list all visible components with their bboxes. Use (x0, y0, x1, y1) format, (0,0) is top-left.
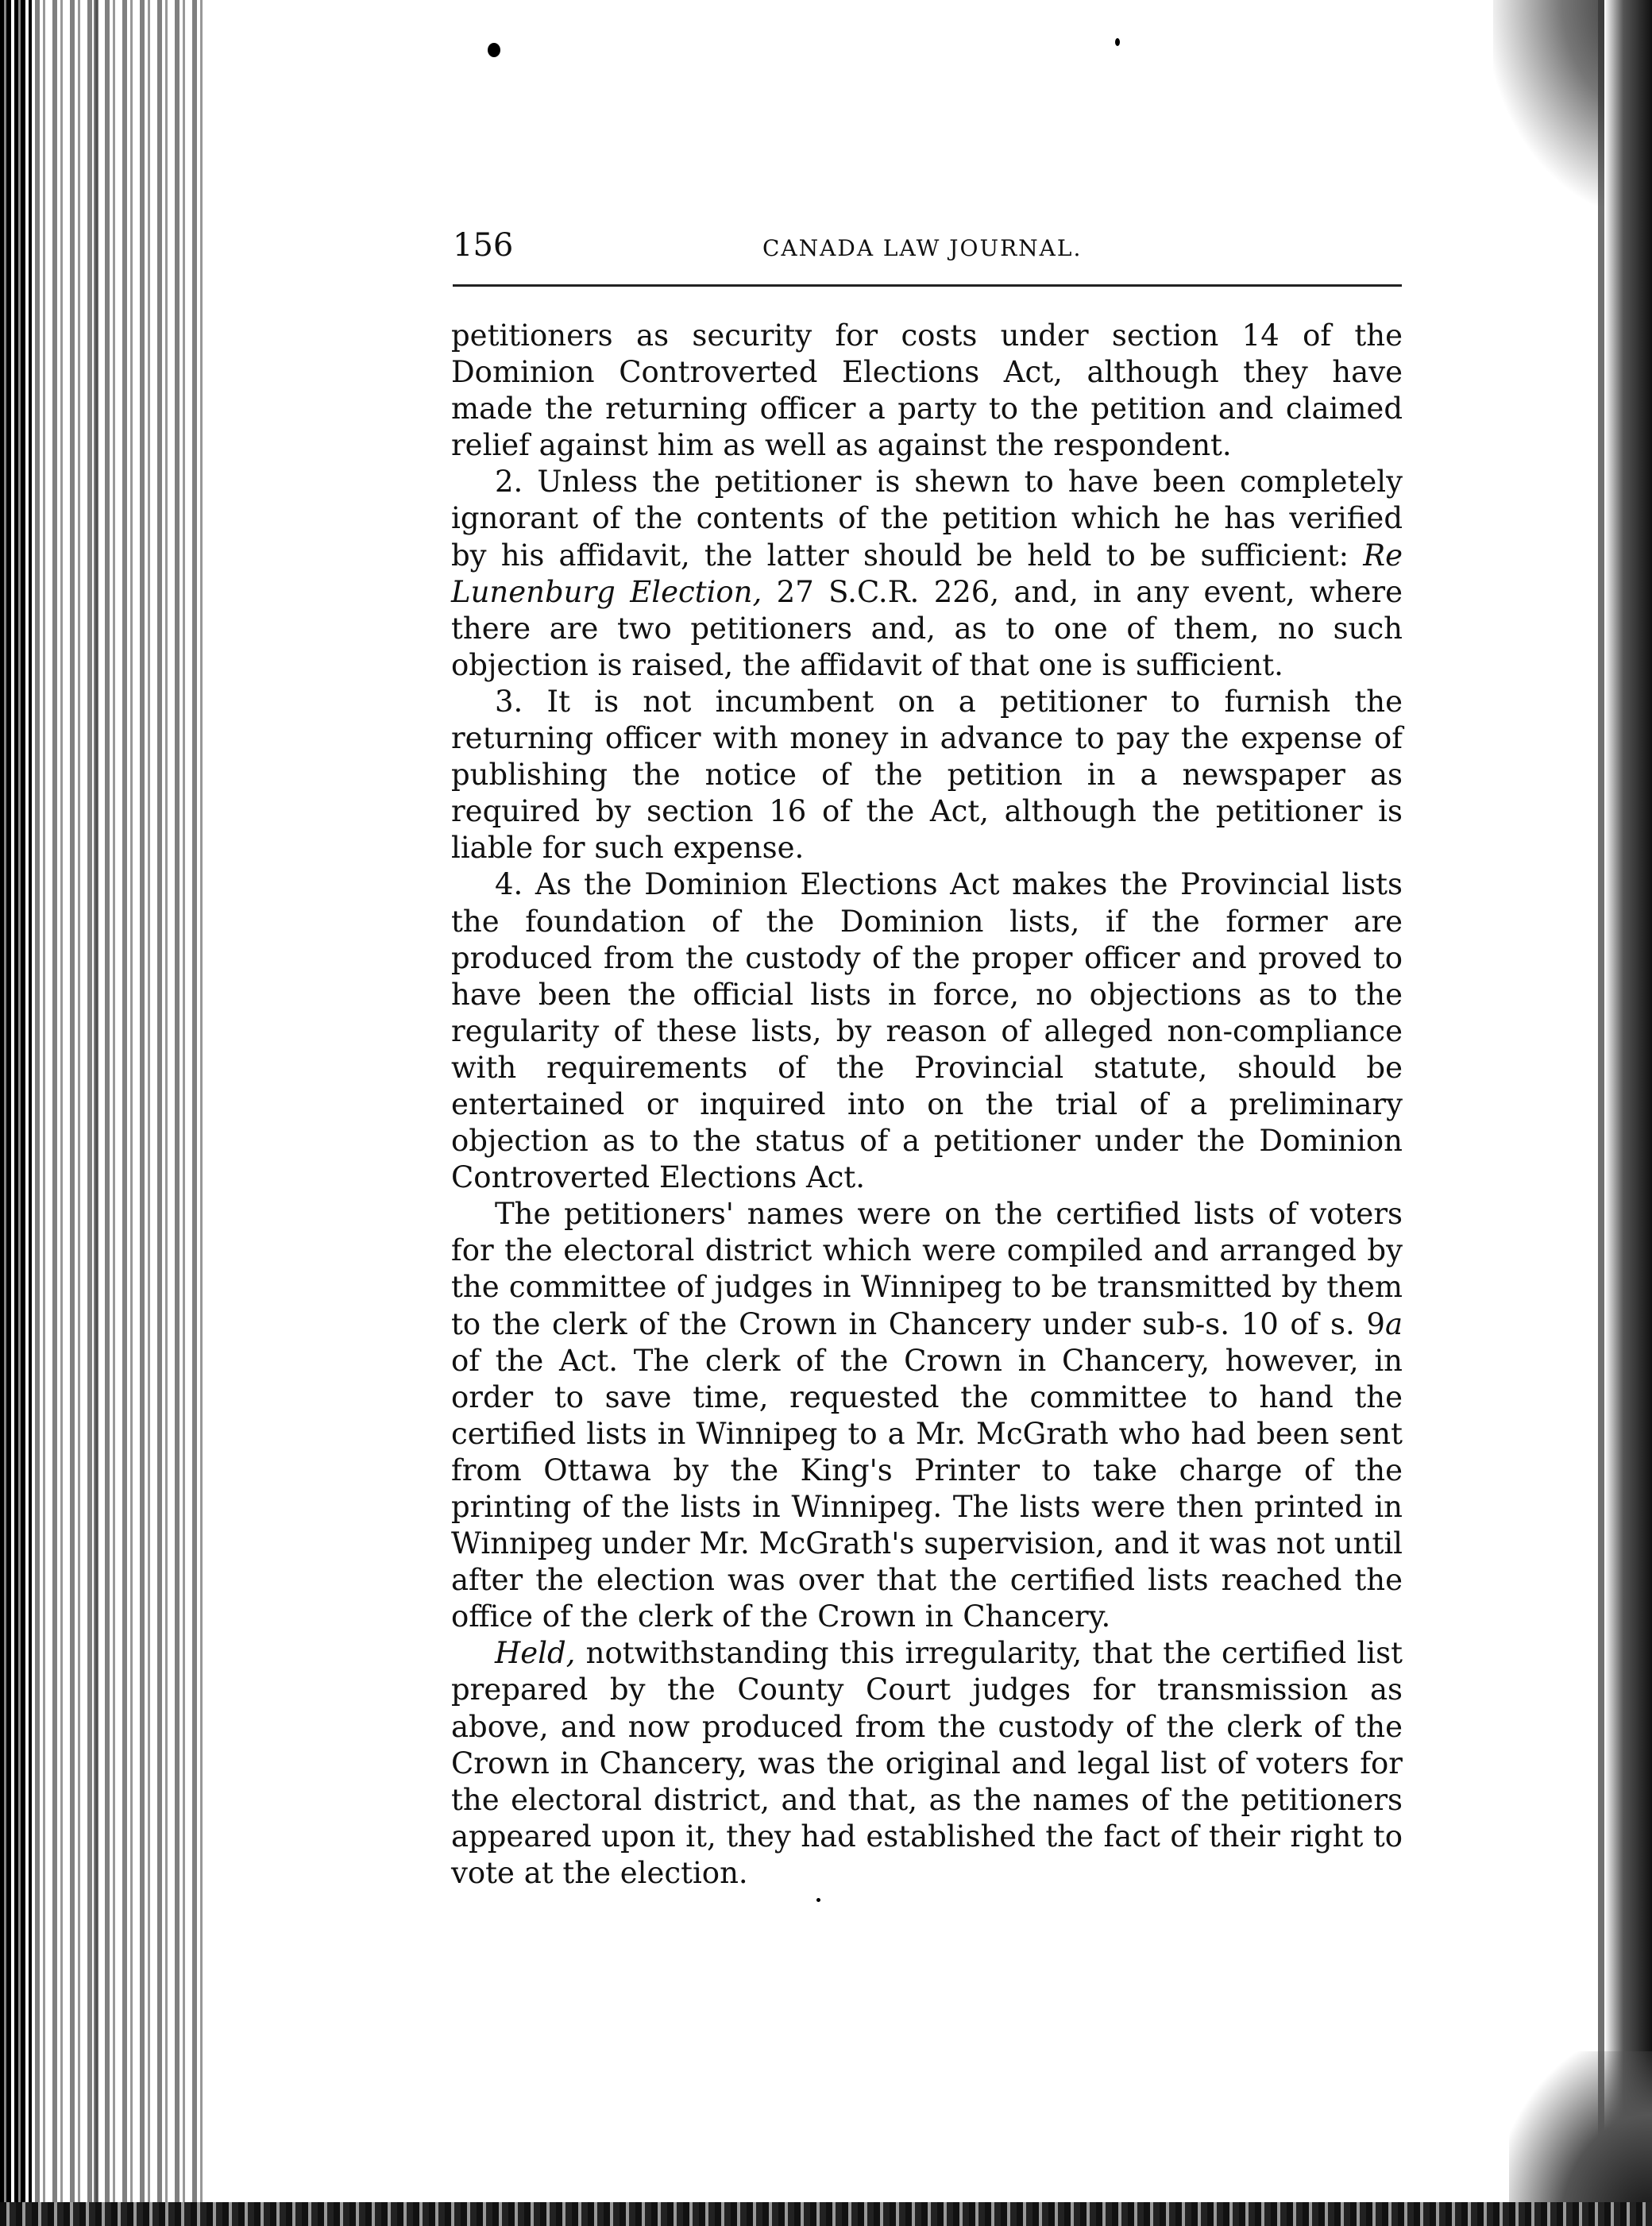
paragraph-point-3 (451, 684, 1403, 866)
header-rule (453, 284, 1402, 287)
scan-right-edge (1604, 0, 1652, 2226)
paragraph-point-4 (451, 866, 1403, 1196)
paragraph-continuation (451, 318, 1403, 464)
paragraph-facts (451, 1196, 1403, 1635)
paragraph-text: of the Act. The clerk of the Crown in Chancery, however, in order to save time, requested the committee to hand the certified lists in Winnipeg to a Mr. McGrath who had been sent from Ottawa by the King's Printer to take charge of the printing of the lists in Winnipeg. The lists were then printed in Winnipeg under Mr. McGrath's supervision, and it was not until after the election was over that the certified lists reached the office of the clerk of the Crown in Chancery. (451, 1343, 1403, 1634)
paragraph-held (451, 1635, 1403, 1892)
ink-speck (488, 43, 500, 57)
scan-bottom-right-shadow (1509, 2051, 1652, 2226)
held-label: Held, (495, 1636, 576, 1671)
ink-speck (1115, 38, 1120, 46)
paragraph-text: 3. It is not incumbent on a petitioner to furnish the returning officer with money in advance to pay the expense of publishing the notice of the petition in a newspaper as required by section 16 of the Act, although the petitioner is liable for such expense. (451, 684, 1403, 866)
case-citation: Re Lunenburg Election, (451, 538, 1403, 609)
paragraph-text: 4. As the Dominion Elections Act makes the Provincial lists the foundation of the Dominion lists, if the former are produced from the custody of the proper officer and proved to have been the official lists in force, no objections as to the regularity of these lists, by reason of alleged non-compliance with requirements of the Provincial statute, should be entertained or inquired into on the trial of a preliminary objection as to the status of a petitioner under the Dominion Controverted Elections Act. (451, 867, 1403, 1195)
page-number: 156 (453, 227, 514, 264)
paragraph-text: notwithstanding this irregularity, that the certified list prepared by the County Court judges for transmission as above, and now produced from the custody of the clerk of the Crown in Chancery, was the original and legal list of voters for the electoral district, and that, as the names of the petitioners appeared upon it, they had established the fact of their right to vote at the election. (451, 1636, 1403, 1890)
paragraph-point-2 (451, 464, 1403, 684)
running-head (453, 221, 1402, 276)
journal-title: CANADA LAW JOURNAL. (762, 235, 1083, 261)
scan-bottom-edge (0, 2202, 1652, 2226)
scan-right-border (1598, 0, 1604, 2226)
paragraph-text: petitioners as security for costs under section 14 of the Dominion Controverted Elections Act, although they have made the returning officer a party to the petition and claimed relief against him as well as against the respondent. (451, 318, 1403, 463)
section-letter: a (1384, 1306, 1403, 1341)
paragraph-text: 2. Unless the petitioner is shewn to have been completely ignorant of the contents of the petition which he has verified by his affidavit, the latter should be held to be sufficient: (451, 465, 1403, 573)
scan-binding-edge (0, 0, 32, 2226)
page-body (451, 318, 1403, 1892)
paragraph-text: The petitioners' names were on the certified lists of voters for the electoral district which were compiled and arranged by the committee of judges in Winnipeg to be transmitted by them to the clerk of the Crown in Chancery under sub-s. 10 of s. 9 (451, 1197, 1403, 1341)
scan-inner-line (94, 0, 98, 2226)
ink-speck (816, 1898, 820, 1902)
paragraph-text: 27 S.C.R. 226, and, in any event, where there are two petitioners and, as to one of them, no such objection is raised, the affidavit of that one is sufficient. (451, 574, 1403, 682)
